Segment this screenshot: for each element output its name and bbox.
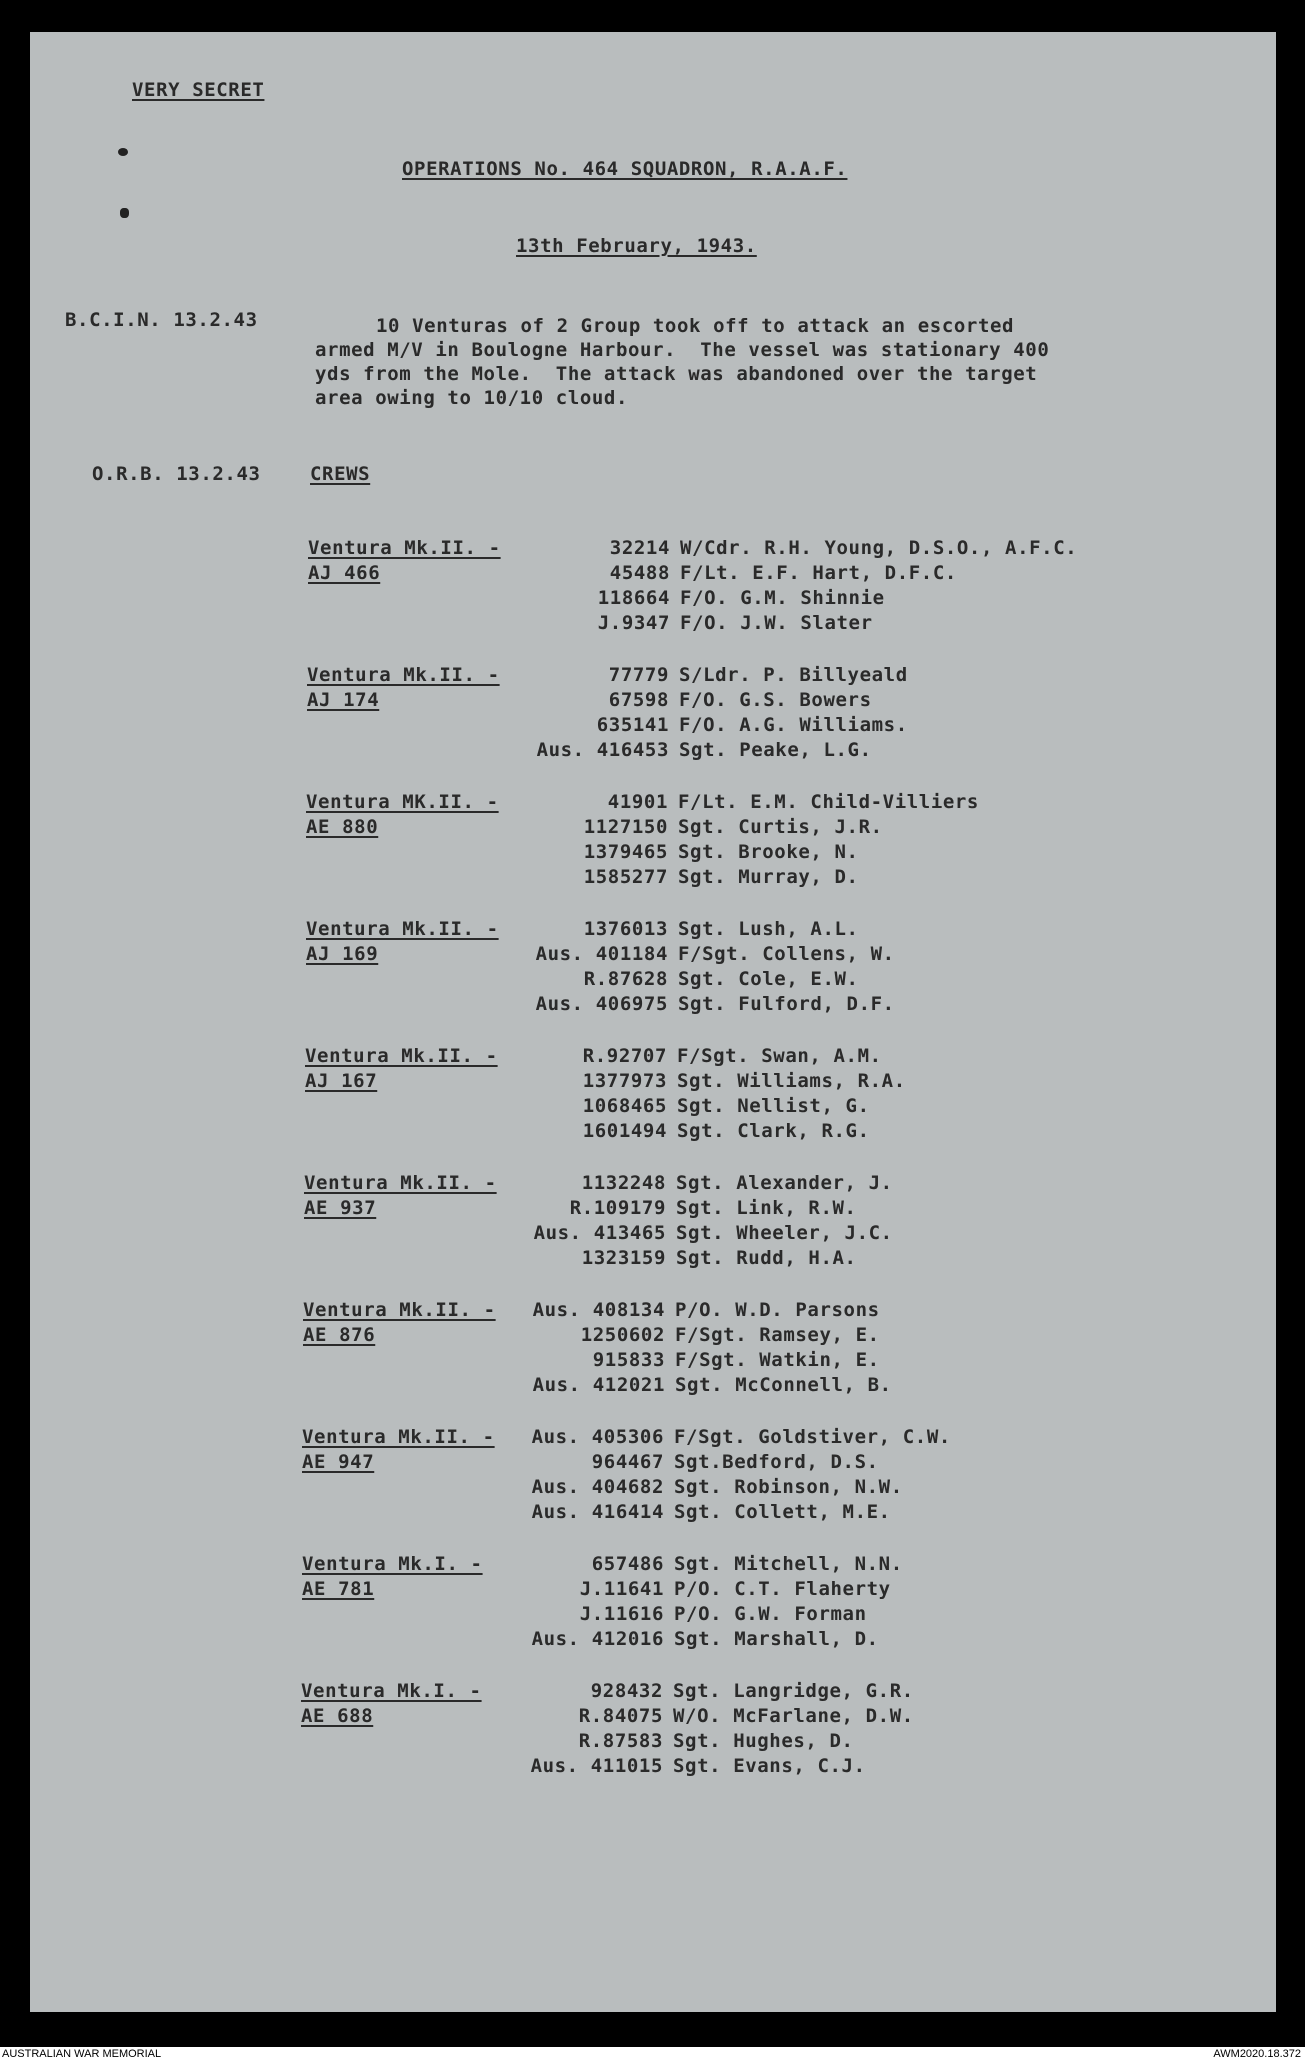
crew-member-name: P/O. G.W. Forman (674, 1603, 867, 1625)
service-number: R.87583 (578, 1730, 663, 1752)
service-number: J.9347 (597, 612, 670, 634)
crew-member-name: Sgt. Link, R.W. (676, 1197, 857, 1219)
classification-label: VERY SECRET (132, 79, 265, 101)
bcin-line: yds from the Mole. The attack was abandoned over the target (315, 363, 1038, 385)
service-number: R.109179 (569, 1197, 666, 1219)
crew-member-name: F/Sgt. Goldstiver, C.W. (674, 1426, 951, 1448)
aircraft-serial: AJ 466 (308, 562, 381, 584)
aircraft-serial: AE 781 (302, 1578, 375, 1600)
aircraft-serial: AE 876 (303, 1324, 376, 1346)
aircraft-serial: AJ 167 (305, 1070, 378, 1092)
service-number: R.87628 (583, 968, 668, 990)
service-number: Aus. 404682 (531, 1476, 664, 1498)
service-number: 964467 (591, 1451, 664, 1473)
crew-member-name: F/Lt. E.F. Hart, D.F.C. (680, 562, 957, 584)
service-number: Aus. 408134 (532, 1299, 665, 1321)
crew-member-name: F/O. G.M. Shinnie (680, 587, 885, 609)
footer-source: AUSTRALIAN WAR MEMORIAL (2, 2048, 162, 2060)
crew-member-name: Sgt. Peake, L.G. (679, 739, 872, 761)
crew-member-name: Sgt. Rudd, H.A. (676, 1247, 857, 1269)
page-title: OPERATIONS No. 464 SQUADRON, R.A.A.F. (402, 158, 848, 180)
aircraft-serial: AJ 174 (307, 689, 380, 711)
crew-member-name: Sgt. Murray, D. (678, 866, 859, 888)
aircraft-type: Ventura Mk.I. - (301, 1680, 482, 1702)
service-number: 67598 (608, 689, 669, 711)
aircraft-type: Ventura Mk.I. - (302, 1553, 483, 1575)
aircraft-type: Ventura Mk.II. - (303, 1299, 496, 1321)
service-number: 32214 (609, 537, 670, 559)
crew-member-name: Sgt. Lush, A.L. (678, 918, 859, 940)
crew-member-name: F/Sgt. Watkin, E. (675, 1349, 880, 1371)
aircraft-type: Ventura Mk.II. - (304, 1172, 497, 1194)
service-number: 1379465 (583, 841, 668, 863)
crew-member-name: Sgt. Nellist, G. (677, 1095, 870, 1117)
service-number: 1250602 (580, 1324, 665, 1346)
crew-member-name: Sgt. Hughes, D. (673, 1730, 854, 1752)
crew-member-name: W/Cdr. R.H. Young, D.S.O., A.F.C. (680, 537, 1078, 559)
service-number: Aus. 416414 (531, 1501, 664, 1523)
crew-member-name: F/Sgt. Swan, A.M. (677, 1045, 882, 1067)
service-number: Aus. 411015 (530, 1755, 663, 1777)
crew-member-name: Sgt.Bedford, D.S. (674, 1451, 879, 1473)
service-number: 77779 (608, 664, 669, 686)
aircraft-serial: AJ 169 (306, 943, 379, 965)
bcin-line: area owing to 10/10 cloud. (315, 387, 629, 409)
crew-member-name: Sgt. Alexander, J. (676, 1172, 893, 1194)
orb-reference: O.R.B. 13.2.43 (92, 463, 261, 485)
crew-member-name: F/Sgt. Ramsey, E. (675, 1324, 880, 1346)
crew-member-name: Sgt. Marshall, D. (674, 1628, 879, 1650)
crew-member-name: F/O. J.W. Slater (680, 612, 873, 634)
punch-mark (118, 148, 128, 156)
service-number: 1127150 (583, 816, 668, 838)
crew-member-name: Sgt. Collett, M.E. (674, 1501, 891, 1523)
service-number: Aus. 406975 (535, 993, 668, 1015)
crew-member-name: Sgt. Wheeler, J.C. (676, 1222, 893, 1244)
crew-member-name: F/Sgt. Collens, W. (678, 943, 895, 965)
crew-member-name: Sgt. Clark, R.G. (677, 1120, 870, 1142)
document-date: 13th February, 1943. (516, 235, 757, 257)
crew-member-name: Sgt. Robinson, N.W. (674, 1476, 903, 1498)
aircraft-type: Ventura Mk.II. - (306, 918, 499, 940)
crew-member-name: Sgt. McConnell, B. (675, 1374, 892, 1396)
crew-member-name: P/O. W.D. Parsons (675, 1299, 880, 1321)
crew-member-name: F/Lt. E.M. Child-Villiers (678, 791, 979, 813)
service-number: 915833 (592, 1349, 665, 1371)
crew-member-name: Sgt. Brooke, N. (678, 841, 859, 863)
bcin-line: armed M/V in Boulogne Harbour. The vessel was stationary 400 (315, 339, 1050, 361)
aircraft-type: Ventura Mk.II. - (302, 1426, 495, 1448)
crew-member-name: Sgt. Williams, R.A. (677, 1070, 906, 1092)
service-number: Aus. 413465 (533, 1222, 666, 1244)
aircraft-type: Ventura Mk.II. - (307, 664, 500, 686)
aircraft-type: Ventura Mk.II. - (305, 1045, 498, 1067)
service-number: J.11641 (579, 1578, 664, 1600)
punch-mark (120, 208, 129, 218)
service-number: J.11616 (579, 1603, 664, 1625)
crew-member-name: F/O. G.S. Bowers (679, 689, 872, 711)
crew-member-name: F/O. A.G. Williams. (679, 714, 908, 736)
service-number: 1323159 (581, 1247, 666, 1269)
aircraft-serial: AE 947 (302, 1451, 375, 1473)
crew-member-name: Sgt. Langridge, G.R. (673, 1680, 914, 1702)
crew-member-name: Sgt. Fulford, D.F. (678, 993, 895, 1015)
aircraft-serial: AE 937 (304, 1197, 377, 1219)
service-number: 928432 (590, 1680, 663, 1702)
crew-member-name: W/O. McFarlane, D.W. (673, 1705, 914, 1727)
footer-accession: AWM2020.18.372 (1213, 2048, 1301, 2060)
service-number: R.92707 (582, 1045, 667, 1067)
service-number: 1601494 (582, 1120, 667, 1142)
crew-member-name: Sgt. Curtis, J.R. (678, 816, 883, 838)
service-number: Aus. 416453 (536, 739, 669, 761)
service-number: 1376013 (583, 918, 668, 940)
crew-member-name: S/Ldr. P. Billyeald (679, 664, 908, 686)
service-number: 1585277 (583, 866, 668, 888)
service-number: Aus. 401184 (535, 943, 668, 965)
footer (0, 2047, 1305, 2061)
crew-member-name: Sgt. Cole, E.W. (678, 968, 859, 990)
bcin-reference: B.C.I.N. 13.2.43 (65, 309, 258, 331)
service-number: 41901 (607, 791, 668, 813)
aircraft-type: Ventura Mk.II. - (308, 537, 501, 559)
service-number: 1068465 (582, 1095, 667, 1117)
service-number: 1377973 (582, 1070, 667, 1092)
service-number: Aus. 405306 (531, 1426, 664, 1448)
service-number: 657486 (591, 1553, 664, 1575)
service-number: Aus. 412021 (532, 1374, 665, 1396)
service-number: R.84075 (578, 1705, 663, 1727)
crew-member-name: Sgt. Mitchell, N.N. (674, 1553, 903, 1575)
crew-member-name: P/O. C.T. Flaherty (674, 1578, 891, 1600)
service-number: 1132248 (581, 1172, 666, 1194)
service-number: Aus. 412016 (531, 1628, 664, 1650)
aircraft-serial: AE 880 (306, 816, 379, 838)
service-number: 118664 (597, 587, 670, 609)
aircraft-serial: AE 688 (301, 1705, 374, 1727)
crew-member-name: Sgt. Evans, C.J. (673, 1755, 866, 1777)
bcin-line: 10 Venturas of 2 Group took off to attack an escorted (376, 315, 1015, 337)
aircraft-type: Ventura MK.II. - (306, 791, 499, 813)
service-number: 635141 (596, 714, 669, 736)
crews-heading: CREWS (310, 463, 371, 485)
service-number: 45488 (609, 562, 670, 584)
